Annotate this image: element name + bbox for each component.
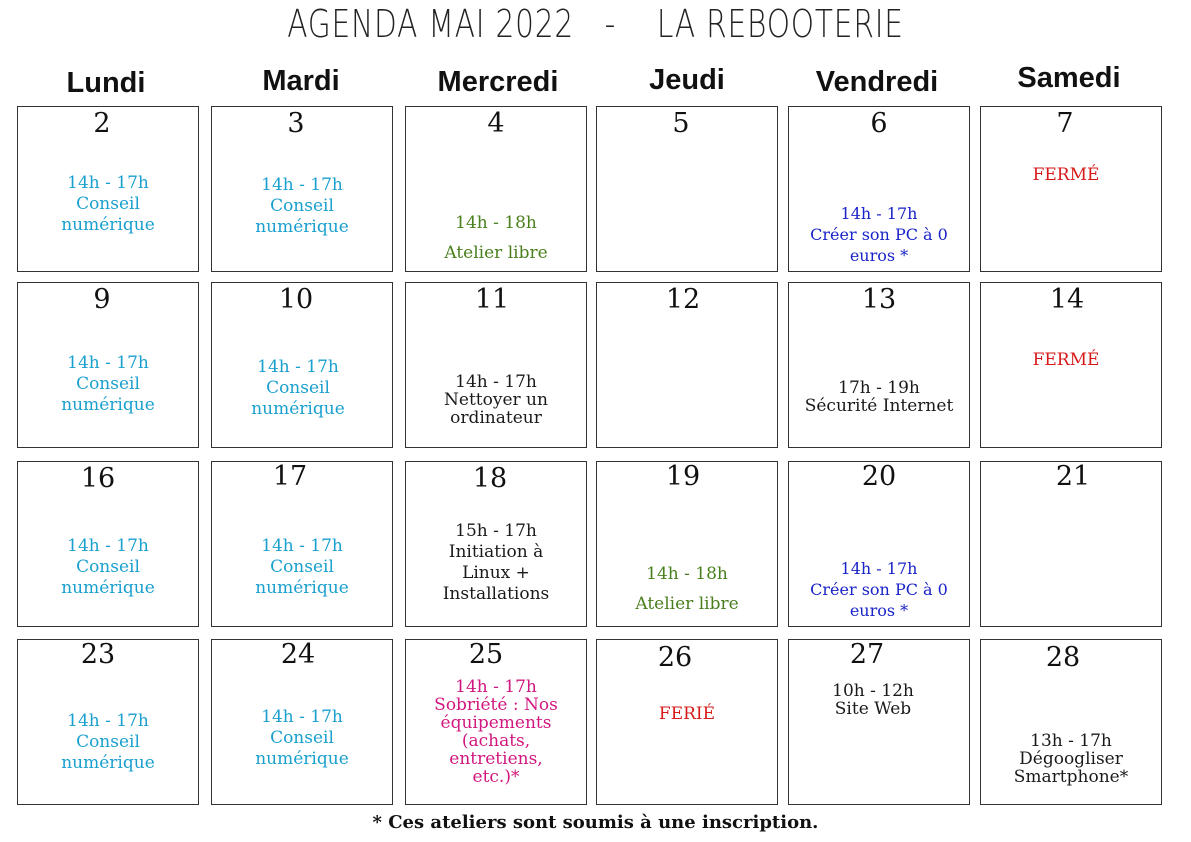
- event-time: 15h - 17h: [455, 521, 537, 541]
- event-time: 14h - 17h: [67, 536, 149, 556]
- day-cell: [405, 461, 587, 627]
- event-time: 14h - 17h: [261, 175, 343, 195]
- day-number: 16: [80, 463, 116, 494]
- day-cell: [405, 282, 587, 448]
- event-label: FERMÉ: [1032, 165, 1100, 185]
- event: [799, 558, 959, 621]
- event: [434, 373, 558, 427]
- day-number: 26: [657, 642, 693, 673]
- event: [601, 704, 773, 725]
- day-number: 18: [472, 463, 508, 494]
- day-cell: [980, 106, 1162, 272]
- event-label: FERIÉ: [658, 704, 716, 724]
- event-label: Nettoyer un ordinateur: [444, 390, 548, 428]
- event: [981, 350, 1151, 371]
- event-label: Créer son PC à 0 euros *: [810, 580, 948, 620]
- day-cell: [596, 461, 778, 627]
- event: [22, 536, 194, 599]
- event-time: 14h - 17h: [261, 536, 343, 556]
- day-number: 14: [1049, 284, 1085, 315]
- day-number: 21: [1055, 461, 1091, 492]
- day-cell: [596, 282, 778, 448]
- event-label: Créer son PC à 0 euros *: [810, 225, 948, 265]
- day-cell: [980, 282, 1162, 448]
- day-number: 9: [93, 284, 111, 315]
- event-time: 14h - 17h: [67, 173, 149, 193]
- event-label: Initiation à Linux + Installations: [442, 542, 550, 604]
- day-number: 12: [665, 284, 701, 315]
- day-number: 11: [474, 284, 510, 315]
- day-header-samedi: Samedi: [1017, 62, 1121, 94]
- day-cell: [211, 106, 393, 272]
- event-label: Dégoogliser Smartphone*: [1013, 749, 1129, 787]
- event-label: Atelier libre: [444, 243, 548, 263]
- event: [22, 711, 194, 774]
- day-number: 2: [93, 108, 111, 139]
- event-label: Conseil numérique: [61, 194, 155, 235]
- day-cell: [980, 639, 1162, 805]
- event-label: Atelier libre: [635, 594, 739, 614]
- day-number: 25: [468, 639, 504, 670]
- event-time: 14h - 17h: [261, 707, 343, 727]
- day-header-mardi: Mardi: [262, 65, 340, 97]
- event: [428, 678, 564, 786]
- event-label: Sobriété : Nos équipements (achats, entretiens, etc.)*: [434, 695, 558, 787]
- event: [789, 682, 957, 718]
- event: [993, 732, 1149, 786]
- event-time: 14h - 17h: [455, 677, 537, 697]
- event-label: Conseil numérique: [251, 378, 345, 419]
- day-cell: [211, 461, 393, 627]
- day-cell: [405, 106, 587, 272]
- event-time: 14h - 18h: [646, 564, 728, 584]
- event: [216, 707, 388, 770]
- day-header-jeudi: Jeudi: [649, 64, 725, 96]
- day-cell: [788, 461, 970, 627]
- day-number: 19: [665, 461, 701, 492]
- day-cell: [17, 106, 199, 272]
- day-number: 24: [280, 639, 316, 670]
- footnote: * Ces ateliers sont soumis à une inscription.: [372, 812, 819, 833]
- event-label: Conseil numérique: [61, 732, 155, 773]
- day-cell: [596, 639, 778, 805]
- event-label: Sécurité Internet: [804, 396, 954, 416]
- event: [211, 357, 388, 420]
- event: [981, 165, 1151, 186]
- day-cell: [788, 639, 970, 805]
- event: [22, 353, 194, 416]
- event: [216, 175, 388, 238]
- event: [410, 208, 582, 268]
- event-time: 14h - 17h: [455, 372, 537, 392]
- event: [601, 559, 773, 619]
- event: [799, 203, 959, 266]
- day-number: 20: [861, 461, 897, 492]
- event-time: 13h - 17h: [1030, 731, 1112, 751]
- day-number: 10: [278, 284, 314, 315]
- day-header-mercredi: Mercredi: [437, 66, 559, 98]
- day-cell: [17, 282, 199, 448]
- day-header-lundi: Lundi: [66, 67, 146, 99]
- event-label: Conseil numérique: [61, 374, 155, 415]
- event-label: Conseil numérique: [255, 728, 349, 769]
- day-number: 28: [1045, 642, 1081, 673]
- event-time: 14h - 17h: [257, 357, 339, 377]
- event: [216, 536, 388, 599]
- day-number: 27: [849, 639, 885, 670]
- day-cell: [788, 282, 970, 448]
- day-cell: [596, 106, 778, 272]
- day-cell: [17, 461, 199, 627]
- event-label: Site Web: [834, 699, 912, 719]
- event-time: 14h - 17h: [840, 204, 918, 223]
- event: [789, 379, 969, 415]
- event-time: 10h - 12h: [832, 681, 914, 701]
- day-cell: [17, 639, 199, 805]
- event-label: Conseil numérique: [255, 196, 349, 237]
- day-cell: [211, 282, 393, 448]
- event-time: 14h - 17h: [67, 353, 149, 373]
- day-cell: [405, 639, 587, 805]
- event-time: 17h - 19h: [838, 378, 920, 398]
- day-number: 7: [1056, 108, 1074, 139]
- event-label: Conseil numérique: [61, 557, 155, 598]
- page-title: AGENDA MAI 2022 - LA REBOOTERIE: [287, 2, 904, 46]
- day-number: 5: [672, 108, 690, 139]
- event-time: 14h - 17h: [67, 711, 149, 731]
- day-number: 17: [272, 461, 308, 492]
- event: [436, 521, 556, 605]
- day-number: 3: [287, 108, 305, 139]
- day-number: 4: [487, 108, 505, 139]
- day-number: 6: [870, 108, 888, 139]
- day-cell: [980, 461, 1162, 627]
- day-number: 23: [80, 639, 116, 670]
- day-cell: [788, 106, 970, 272]
- event-label: Conseil numérique: [255, 557, 349, 598]
- event-label: FERMÉ: [1032, 350, 1100, 370]
- event: [22, 173, 194, 236]
- day-header-vendredi: Vendredi: [815, 66, 939, 98]
- event-time: 14h - 18h: [455, 213, 537, 233]
- event-time: 14h - 17h: [840, 559, 918, 578]
- day-number: 13: [861, 284, 897, 315]
- day-cell: [211, 639, 393, 805]
